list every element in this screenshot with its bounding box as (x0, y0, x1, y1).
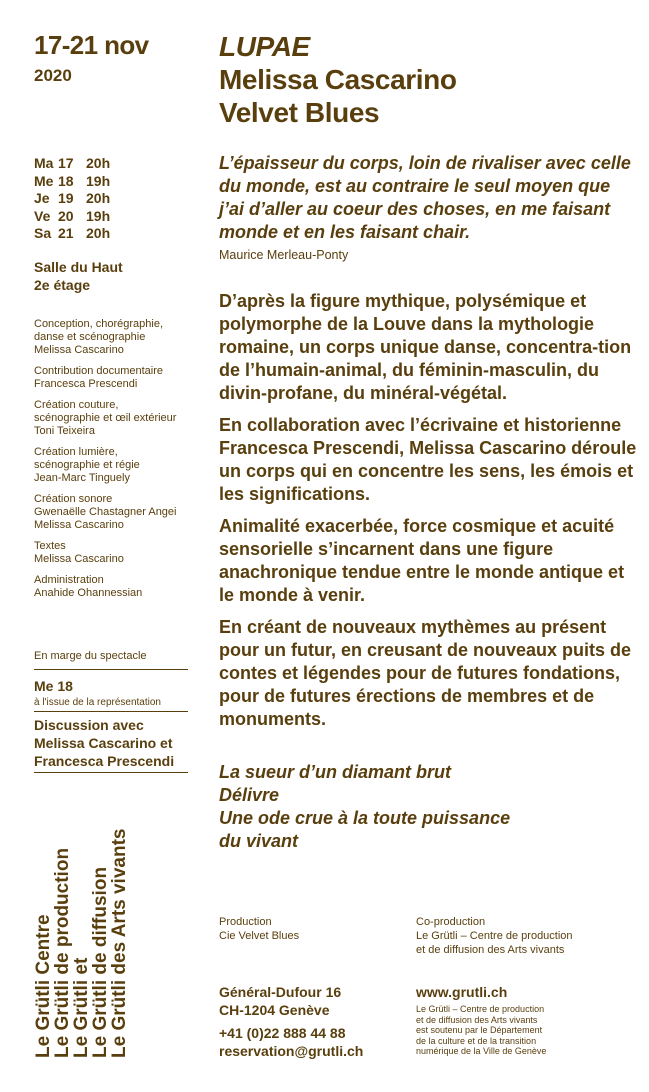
side-event-day: Me 18 (34, 678, 73, 694)
tagline (219, 761, 510, 853)
epigraph-quote: L’épaisseur du corps, loin de rivaliser avec celle du monde, est au contraire le seul moyen que j’ai d’aller au coeur des choses, en me faisant monde et en les faisant chair. (219, 153, 631, 242)
date-range: 17-21 nov (34, 30, 149, 60)
credit-line: Melissa Cascarino (34, 553, 124, 565)
credit-line: Francesca Prescendi (34, 378, 138, 390)
credit-line: Contribution documentaire (34, 365, 164, 377)
logo-line: Le Grütli Centre (33, 914, 54, 1058)
schedule-row (34, 190, 110, 208)
side-event-line: Discussion avec (34, 717, 144, 733)
credit-line: Création lumière, (34, 446, 118, 458)
logo-line: Le Grütli et (71, 957, 92, 1058)
venue-logo-vertical (34, 829, 129, 1058)
description-paragraph: En collaboration avec l’écrivaine et historienne Francesca Prescendi, Melissa Cascarino déroule un corps qui en concentre les sens, les émois et les significations. (219, 415, 637, 504)
year: 2020 (34, 66, 72, 85)
description-paragraph: D’après la figure mythique, polysémique et polymorphe de la Louve dans la mythologie romaine, un corps unique danse, concentra-tion de l’humain-animal, du féminin-masculin, du divin-profane, du minéral-végétal. (219, 291, 632, 403)
show-title (219, 30, 457, 129)
schedule-day: Me (34, 172, 54, 189)
artist-name: Melissa Cascarino (219, 64, 457, 95)
production-value: Cie Velvet Blues (219, 930, 300, 942)
credit-line: Gwenaëlle Chastagner Angei (34, 506, 177, 518)
address-city: CH-1204 Genève (219, 1001, 330, 1018)
production-label: Production (219, 916, 272, 928)
epigraph-author: Maurice Merleau-Ponty (219, 248, 349, 262)
phone-number[interactable]: +41 (0)22 888 44 88 (219, 1025, 346, 1041)
coproduction-value: Le Grütli – Centre de production (416, 930, 573, 942)
coproduction (416, 915, 573, 957)
description-paragraph: Animalité exacerbée, force cosmique et acuité sensorielle s’incarnent dans une figure anachronique tendue entre le monde antique et le monde à venir. (219, 516, 625, 605)
schedule-day: Ma (34, 155, 54, 171)
credit-group (34, 399, 194, 438)
coproduction-label: Co-production (416, 916, 486, 928)
side-event-title: En marge du spectacle (34, 650, 147, 662)
credit-group (34, 574, 194, 600)
side-event-line: Melissa Cascarino et (34, 735, 173, 751)
credits (34, 318, 194, 608)
side-event-note: à l'issue de la représentation (34, 697, 161, 708)
venue-room: Salle du Haut (34, 259, 123, 275)
credit-line: Toni Teixeira (34, 425, 95, 437)
schedule-day: Je (34, 190, 50, 206)
schedule-day: Sa (34, 225, 52, 241)
contact (219, 984, 363, 1060)
schedule (34, 155, 110, 243)
credit-line: Création couture, (34, 399, 119, 411)
credit-line: danse et scénographie (34, 331, 146, 343)
credit-line: Conception, chorégraphie, (34, 318, 164, 330)
logo-line: Le Grütli de diffusion (90, 866, 111, 1058)
credit-line: Melissa Cascarino (34, 344, 124, 356)
credit-group (34, 365, 194, 391)
address-street: Général-Dufour 16 (219, 984, 342, 1000)
show-name: LUPAE (219, 31, 310, 62)
credit-line: Melissa Cascarino (34, 519, 124, 531)
side-event-line: Francesca Prescendi (34, 753, 175, 769)
support-note (416, 1004, 546, 1057)
support-line: et de diffusion des Arts vivants (416, 1014, 538, 1025)
logo-line: Le Grütli de production (52, 847, 73, 1058)
credit-line: scénographie et régie (34, 459, 140, 471)
side-event-description (34, 716, 194, 770)
schedule-time: 20h (86, 190, 111, 206)
email-link[interactable]: reservation@grutli.ch (219, 1042, 364, 1059)
logo-line: Le Grütli des Arts vivants (109, 828, 130, 1058)
schedule-date: 18 (58, 172, 74, 189)
divider (34, 711, 188, 712)
coproduction-value: et de diffusion des Arts vivants (416, 944, 565, 956)
credit-group (34, 493, 194, 532)
credit-line: Anahide Ohannessian (34, 587, 143, 599)
credit-line: Création sonore (34, 493, 113, 505)
credit-group (34, 540, 194, 566)
schedule-time: 19h (86, 207, 111, 224)
credit-group (34, 446, 194, 485)
credit-line: Administration (34, 574, 104, 586)
schedule-date: 20 (58, 207, 74, 224)
tagline-line: du vivant (219, 831, 299, 851)
schedule-time: 20h (86, 225, 111, 241)
schedule-time: 20h (86, 155, 111, 171)
schedule-date: 17 (58, 155, 74, 171)
tagline-line: La sueur d’un diamant brut (219, 762, 452, 782)
support-line: de la culture et de la transition (416, 1035, 537, 1046)
credit-line: Textes (34, 540, 66, 552)
schedule-row (34, 225, 110, 243)
credit-group (34, 318, 194, 357)
schedule-row (34, 173, 110, 191)
schedule-row (34, 208, 110, 226)
tagline-line: Délivre (219, 785, 280, 805)
schedule-time: 19h (86, 172, 111, 189)
production (219, 915, 299, 943)
support-line: est soutenu par le Département (416, 1025, 543, 1035)
divider (34, 669, 188, 670)
description-paragraph: En créant de nouveaux mythèmes au présent pour un futur, en creusant de nouveaux puits de contes et légendes pour de futures fondations, pour de futures érections de membres et de monuments. (219, 617, 632, 729)
schedule-date: 21 (58, 225, 74, 241)
schedule-day: Ve (34, 207, 51, 224)
tagline-line: Une ode crue à la toute puissance (219, 808, 511, 828)
support-line: numérique de la Ville de Genève (416, 1046, 547, 1056)
venue-floor: 2e étage (34, 276, 91, 293)
description (219, 290, 639, 740)
company-name: Velvet Blues (219, 97, 380, 128)
website-link[interactable]: www.grutli.ch (416, 984, 508, 1000)
support-line: Le Grütli – Centre de production (416, 1004, 545, 1014)
schedule-row (34, 155, 110, 173)
schedule-date: 19 (58, 190, 74, 206)
divider (34, 772, 188, 773)
credit-line: Jean-Marc Tinguely (34, 472, 130, 484)
credit-line: scénographie et œil extérieur (34, 412, 177, 424)
venue (34, 259, 123, 294)
